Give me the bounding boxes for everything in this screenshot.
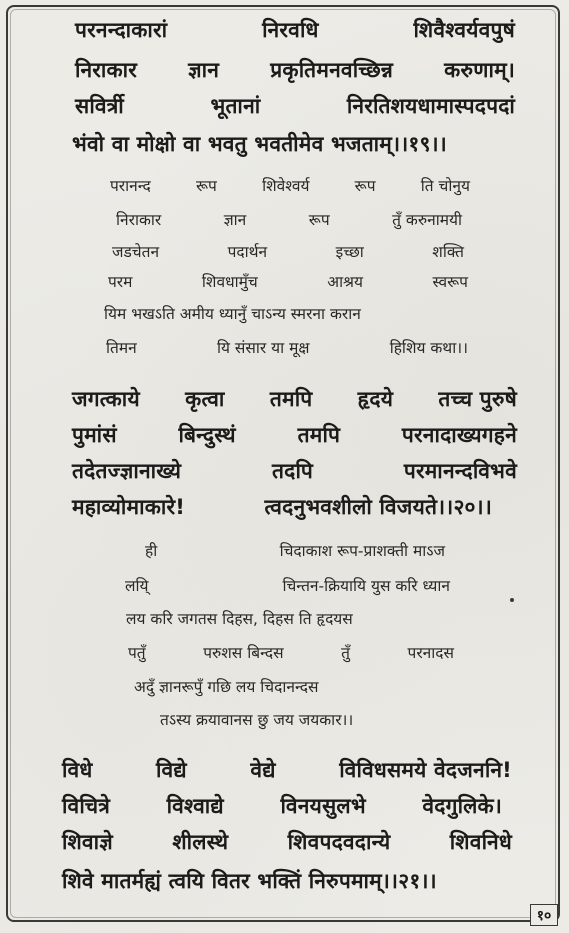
verse-19-line-4: भंवो वा मोक्षो वा भवतु भवतीमेव भजताम्।।१९।। [72, 132, 447, 156]
translation-20-line-4: पतुँ परुशस बिन्दस तुँ परनादस [128, 644, 454, 662]
translation-19-line-2: निराकार ज्ञान रूप तुँ करुनामयी [116, 211, 462, 229]
ink-speck [510, 598, 514, 602]
translation-19-line-1: परानन्द रूप शिवेश्वर्य रूप ति चोनुय [110, 177, 470, 195]
verse-20-line-4: महाव्योमाकारे! त्वदनुभवशीलो विजयते।।२०।। [72, 495, 492, 519]
verse-19-line-1: परनन्दाकारां निरवधि शिवैश्वर्यवपुषं [75, 18, 515, 42]
translation-20-line-6: तऽस्य क्रयावानस छु जय जयकार।। [160, 711, 354, 729]
verse-20-line-2: पुमांसं बिन्दुस्थं तमपि परनादाख्यगहने [72, 423, 517, 447]
translation-20-line-1: ही चिदाकाश रूप-प्राशक्ती माऽज [145, 542, 445, 560]
translation-19-line-3: जडचेतन पदार्थन इच्छा शक्ति [112, 243, 464, 261]
translation-20-line-5: अदुँ ज्ञानरूपुँ गछि लय चिदानन्दस [134, 678, 319, 696]
verse-21-line-3: शिवाज्ञे शीलस्थे शिवपदवदान्ये शिवनिधे [62, 830, 512, 854]
page-number: १० [530, 904, 558, 926]
translation-19-line-6: तिमन यि संसार या मूक्ष हिशिय कथा।। [106, 339, 468, 357]
verse-21-line-4: शिवे मातर्मह्यं त्वयि वितर भक्तिं निरुपमाम्।।२१।। [62, 869, 437, 893]
verse-19-line-3: सविर्त्री भूतानां निरतिशयधामास्पदपदां [75, 94, 515, 118]
translation-20-line-3: लय करि जगतस दिहस, दिहस ति हृदयस [126, 610, 353, 628]
verse-21-line-2: विचित्रे विश्वाद्ये विनयसुलभे वेदगुलिके। [62, 794, 502, 818]
verse-19-line-2: निराकार ज्ञान प्रकृतिमनवच्छिन्न करुणाम्। [75, 58, 515, 82]
translation-19-line-5: यिम भखऽति अमीय ध्यानुँ चाऽन्य स्मरना करान [104, 305, 361, 323]
verse-21-line-1: विधे विद्ये वेद्ये विविधसमये वेदजननि! [62, 758, 512, 782]
translation-19-line-4: परम शिवधामुँच आश्रय स्वरूप [108, 273, 468, 291]
verse-20-line-1: जगत्काये कृत्वा तमपि हृदये तच्च पुरुषे [72, 387, 517, 411]
translation-20-line-2: लयि् चिन्तन-क्रियायि युस करि ध्यान [125, 577, 450, 595]
verse-20-line-3: तदेतज्ज्ञानाख्ये तदपि परमानन्दविभवे [72, 459, 517, 483]
